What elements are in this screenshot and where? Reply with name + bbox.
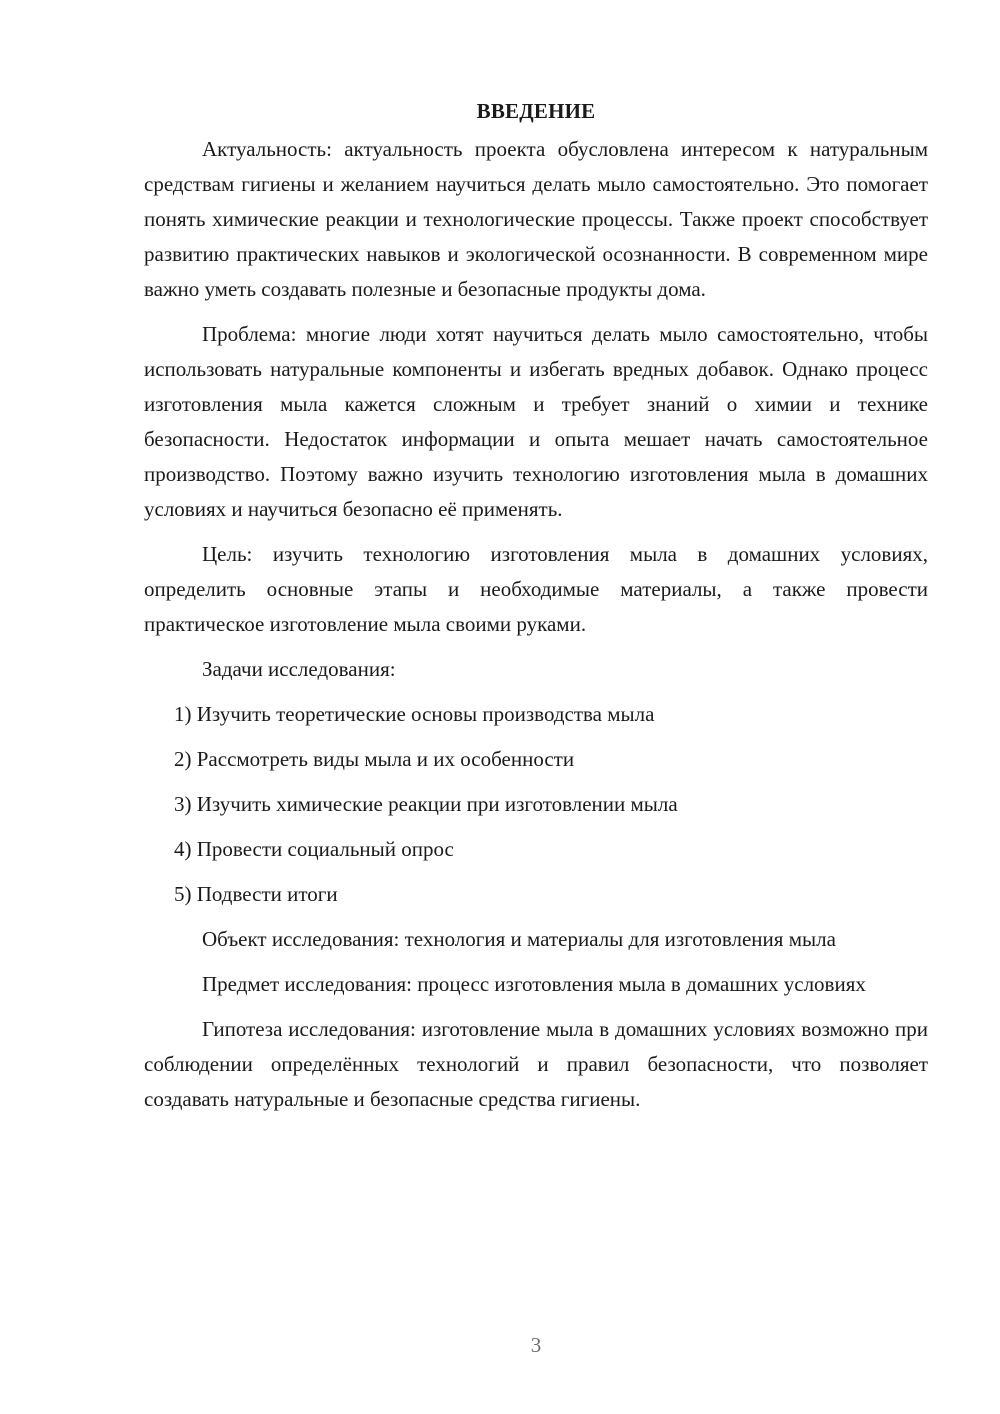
problem-paragraph: Проблема: многие люди хотят научиться делать мыло самостоятельно, чтобы использовать натуральные компоненты и избегать вредных добавок. Однако процесс изготовления мыла кажется сложным и требует знаний о химии и технике безопасности. Недостаток информации и опыта мешает начать самостоятельное производство. Поэтому важно изучить технологию изготовления мыла в домашних условиях и научиться безопасно её применять. (144, 322, 928, 521)
goal-paragraph: Цель: изучить технологию изготовления мыла в домашних условиях, определить основные этапы и необходимые материалы, а также провести практическое изготовление мыла своими руками. (144, 542, 928, 636)
relevance-paragraph: Актуальность: актуальность проекта обусловлена интересом к натуральным средствам гигиены и желанием научиться делать мыло самостоятельно. Это помогает понять химические реакции и технологические процессы. Также проект способствует развитию практических навыков и экологической осознанности. В современном мире важно уметь создавать полезные и безопасные продукты дома. (144, 137, 928, 301)
document-page (144, 96, 928, 1127)
task-item: 4) Провести социальный опрос (174, 837, 454, 861)
task-item: 1) Изучить теоретические основы производства мыла (174, 702, 655, 726)
task-item: 5) Подвести итоги (174, 882, 338, 906)
page-number: 3 (530, 1333, 542, 1357)
task-item: 2) Рассмотреть виды мыла и их особенности (174, 747, 575, 771)
object-paragraph: Объект исследования: технология и материалы для изготовления мыла (202, 927, 836, 951)
section-heading: ВВЕДЕНИЕ (476, 99, 596, 123)
tasks-title: Задачи исследования: (202, 657, 396, 681)
task-list (144, 697, 928, 912)
hypothesis-paragraph: Гипотеза исследования: изготовление мыла в домашних условиях возможно при соблюдении определённых технологий и правил безопасности, что позволяет создавать натуральные и безопасные средства гигиены. (144, 1017, 928, 1111)
subject-paragraph: Предмет исследования: процесс изготовления мыла в домашних условиях (202, 972, 866, 996)
task-item: 3) Изучить химические реакции при изготовлении мыла (174, 792, 678, 816)
